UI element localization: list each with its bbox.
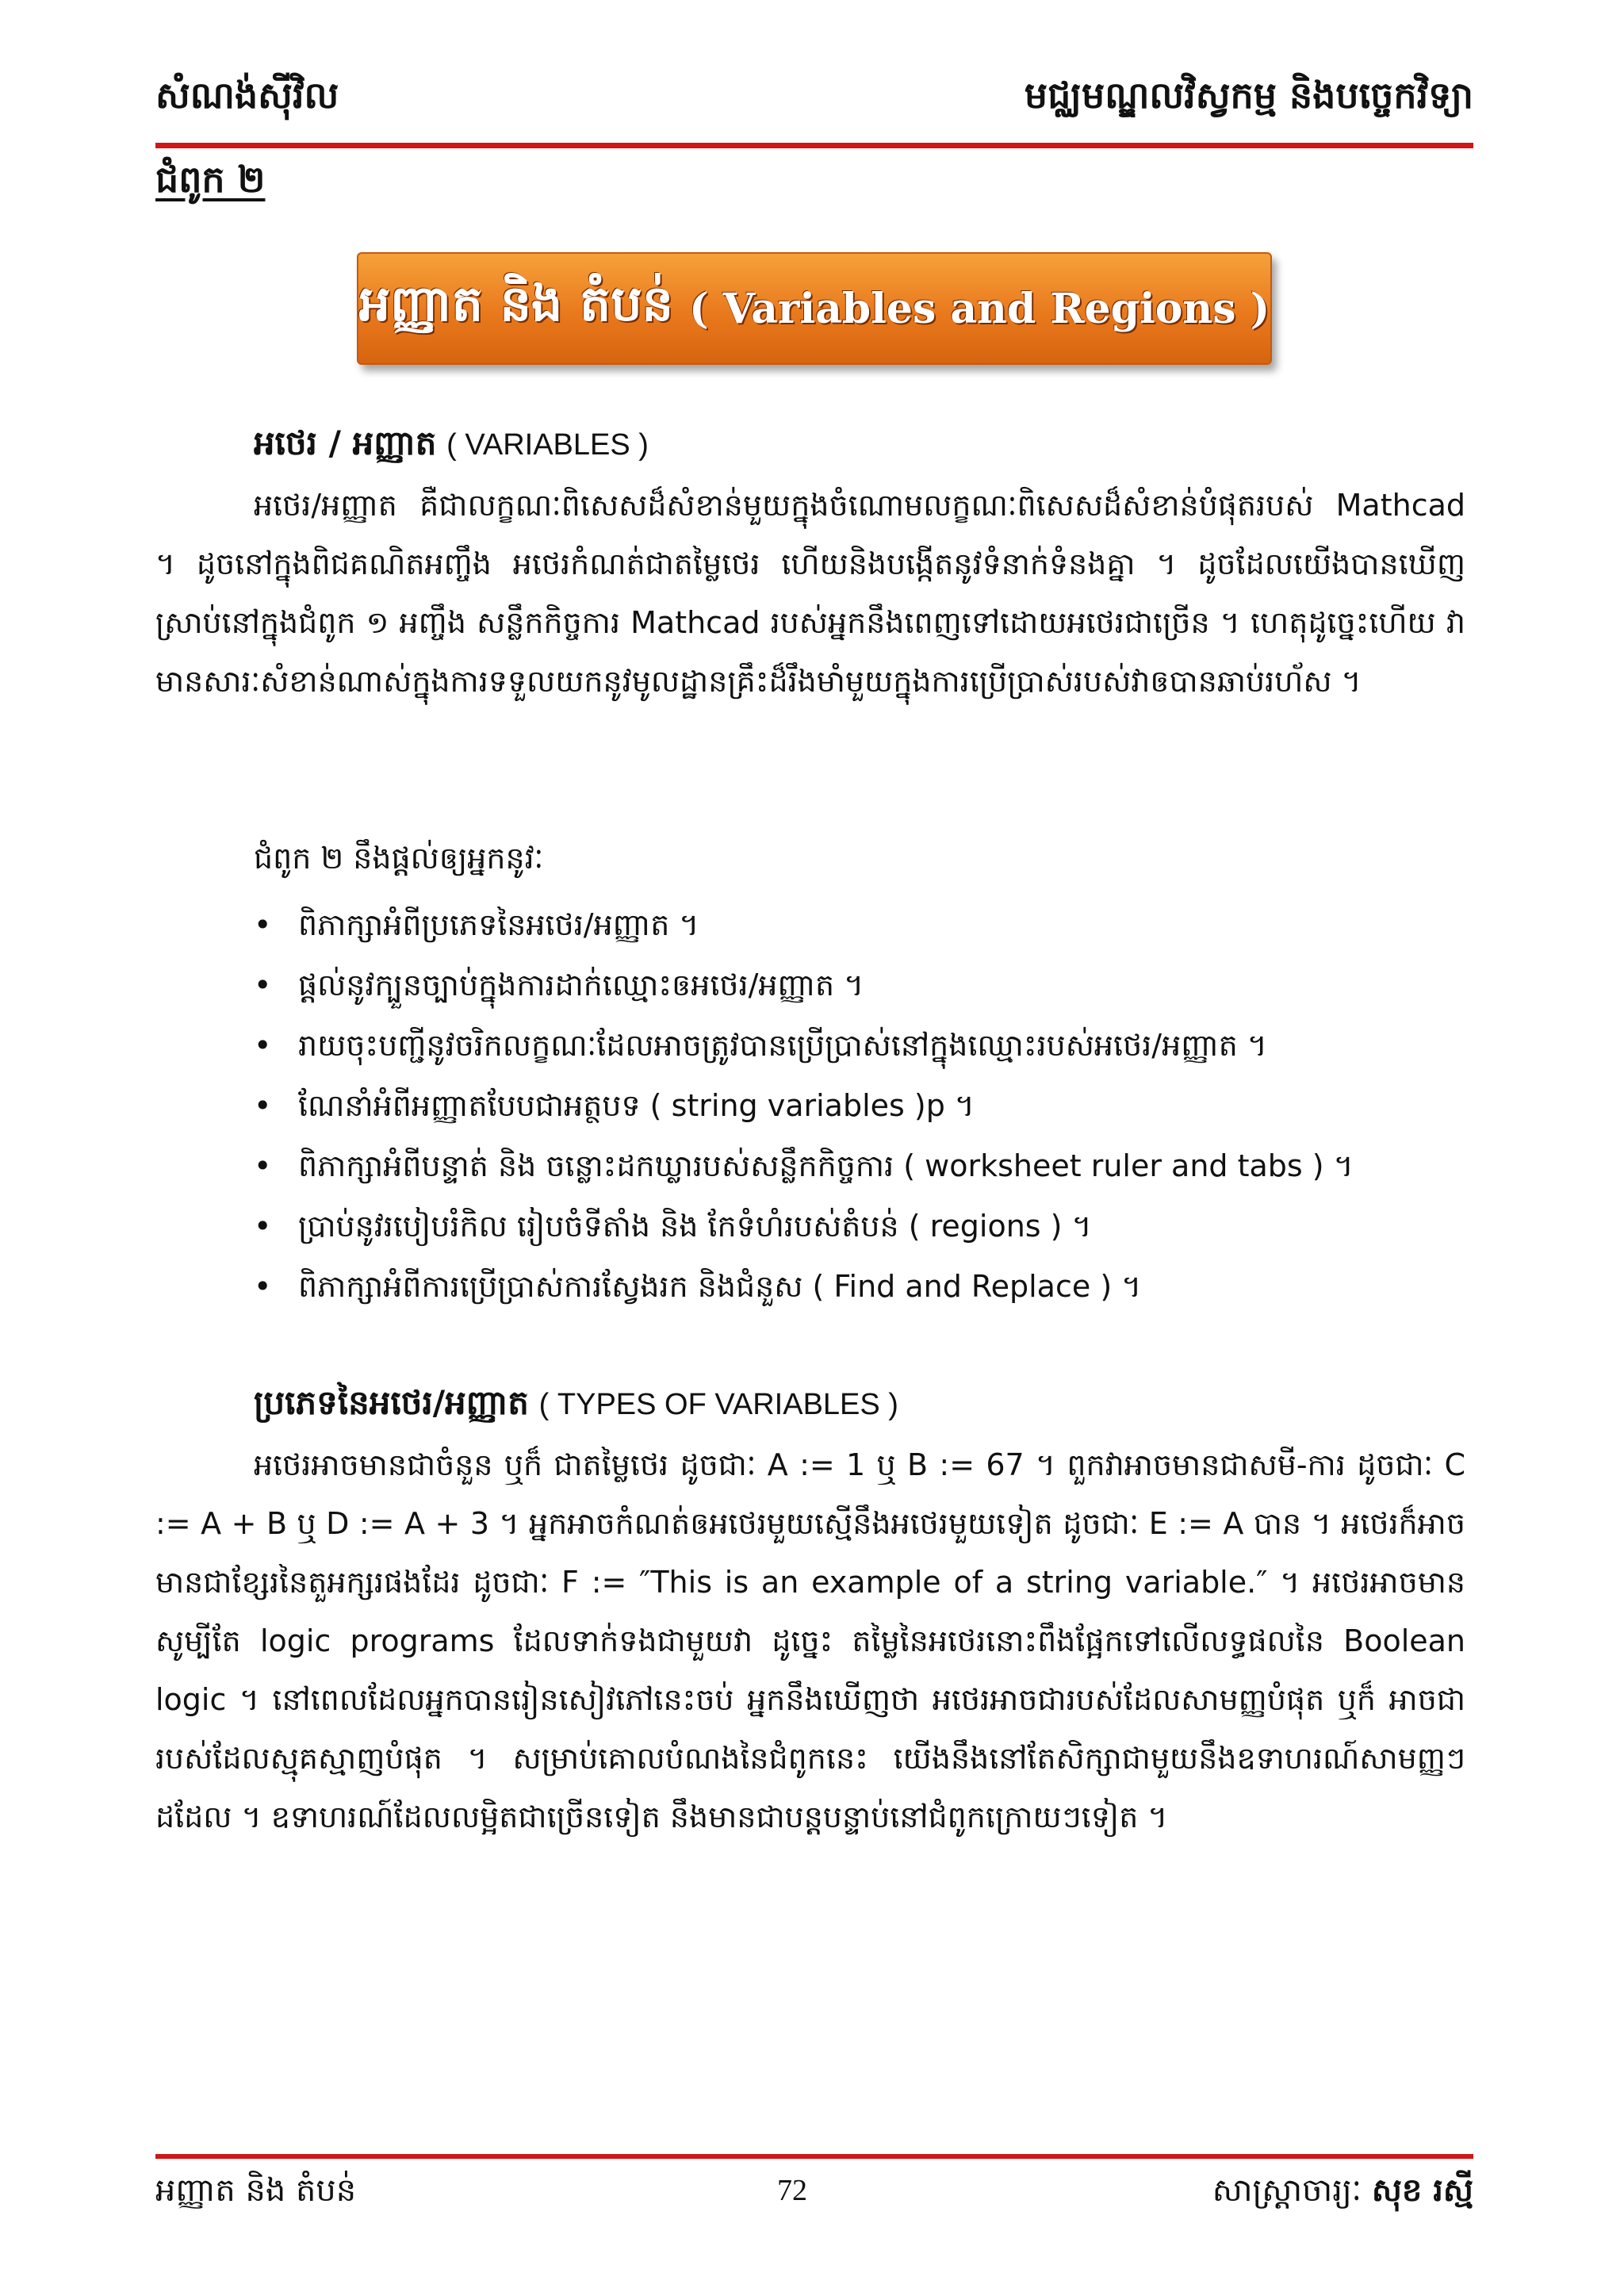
list-item: • ពិភាក្សាអំពីការប្រើប្រាស់ការស្វែងរក និងជំនួស ( Find and Replace ) ។ (254, 1256, 1354, 1317)
header-right-title: មជ្ឈមណ្ឌលវិស្វកម្ម និងបច្ចេកវិទ្យា (1024, 74, 1473, 117)
page-number: 72 (777, 2174, 807, 2207)
chapter-label: ជំពូក ២ (155, 158, 266, 201)
list-item: • ផ្តល់នូវក្បួនច្បាប់ក្នុងការដាក់ឈ្មោះឲអថេរ/អញ្ញាត ។ (254, 955, 1354, 1015)
objectives-list (254, 895, 1354, 1317)
section-heading-khmer: ប្រភេទនៃអថេរ/អញ្ញាត (254, 1383, 529, 1422)
title-banner (357, 252, 1272, 365)
section-heading-khmer: អថេរ / អញ្ញាត (254, 424, 437, 462)
paragraph-types: អថេរអាចមានជាចំនួន ឬក៏ ជាតម្លៃថេរ ដូចជាៈ A := 1 ឬ B := 67 ។ ពួកវាអាចមានជាសមី-ការ ដូចជាៈ C := A + B ឬ D := A + 3 ។ អ្នកអាចកំណត់ឲអថេរមួយស្មើនឹងអថេរមួយទៀត ដូចជាៈ E := A បាន ។ អថេរក៏អាចមានជាខ្សែរនៃតួអក្សរផងដែរ ដូចជាៈ F := ″This is an example of a string variable.″ ។ អថេរអាចមានសូម្បីតែ logic programs ដែលទាក់ទងជាមួយវា ដូច្នេះ តម្លៃនៃអថេរនោះពឹងផ្អែកទៅលើលទ្ធផលនៃ Boolean logic ។ នៅពេលដែលអ្នកបានរៀនសៀវភៅនេះចប់ អ្នកនឹងឃើញថា អថេរអាចជារបស់ដែលសាមញ្ញបំផុត ឬក៏ អាចជារបស់ដែលស្មុគស្មាញបំផុត ។ សម្រាប់គោលបំណងនៃជំពូកនេះ យើងនឹងនៅតែសិក្សាជាមួយនឹងឧទាហរណ៍សាមញ្ញៗដដែល ។ ឧទាហរណ៍ដែលលម្អិតជាច្រើនទៀត នឹងមានជាបន្តបន្ទាប់នៅជំពូកក្រោយៗទៀត ។ (155, 1447, 1465, 1834)
section-heading-variables (254, 422, 649, 471)
list-item: • រាយចុះបញ្ជីនូវចរិកលក្ខណៈដែលអាចត្រូវបានប្រើប្រាស់នៅក្នុងឈ្មោះរបស់អថេរ/អញ្ញាត ។ (254, 1015, 1354, 1075)
list-item: • ពិភាក្សាអំពីប្រភេទនៃអថេរ/អញ្ញាត ។ (254, 895, 1354, 955)
section-heading-types (254, 1382, 898, 1431)
banner-title-khmer: អញ្ញាត និង តំបន់ (358, 274, 673, 332)
chapter-intro: ជំពូក ២ នឹងផ្តល់ឲ្យអ្នកនូវៈ (254, 841, 544, 876)
list-item: • ប្រាប់នូវរបៀបរំកិល រៀបចំទីតាំង និង កែទំហំរបស់តំបន់ ( regions ) ។ (254, 1196, 1354, 1256)
footer-author (1212, 2170, 1473, 2217)
section-body-types (155, 1435, 1465, 1846)
banner-title-english: ( Variables and Regions ) (688, 284, 1270, 333)
header-rule (155, 143, 1473, 148)
footer-author-name: សុខ រស្មី (1371, 2172, 1473, 2209)
section-body-variables (155, 476, 1465, 711)
header-left-title: សំណង់ស៊ីវិល (155, 74, 339, 117)
footer-chapter-title: អញ្ញាត និង តំបន់ (155, 2172, 357, 2209)
list-item: • ណែនាំអំពីអញ្ញាតបែបជាអត្ថបទ ( string variables )p ។ (254, 1075, 1354, 1136)
footer-author-label: សាស្ត្រាចារ្យៈ (1212, 2172, 1362, 2209)
list-item: • ពិភាក្សាអំពីបន្ទាត់ និង ចន្លោះដកឃ្លារបស់សន្លឹកកិច្ចការ ( worksheet ruler and tabs ) ។ (254, 1136, 1354, 1196)
footer-rule (155, 2154, 1473, 2159)
section-heading-english: ( TYPES OF VARIABLES ) (538, 1388, 898, 1421)
paragraph-variables: អថេរ/អញ្ញាត គឺជាលក្ខណៈពិសេសដ៏សំខាន់មួយក្នុងចំណោមលក្ខណៈពិសេសដ៏សំខាន់បំផុតរបស់ Mathcad ។ ដូចនៅក្នុងពិជគណិតអញ្ចឹង អថេរកំណត់ជាតម្លៃថេរ ហើយនិងបង្កើតនូវទំនាក់ទំនងគ្នា ។ ដូចដែលយើងបានឃើញស្រាប់នៅក្នុងជំពូក ១ អញ្ចឹង សន្លឹកកិច្ចការ Mathcad របស់អ្នកនឹងពេញទៅដោយអថេរជាច្រើន ។ ហេតុដូច្នេះហើយ វាមានសារៈសំខាន់ណាស់ក្នុងការទទួលយកនូវមូលដ្ឋានគ្រឹះដ៏រឹងមាំមួយក្នុងការប្រើប្រាស់របស់វាឲបានឆាប់រហ័ស ។ (155, 488, 1465, 699)
section-heading-english: ( VARIABLES ) (446, 428, 649, 462)
